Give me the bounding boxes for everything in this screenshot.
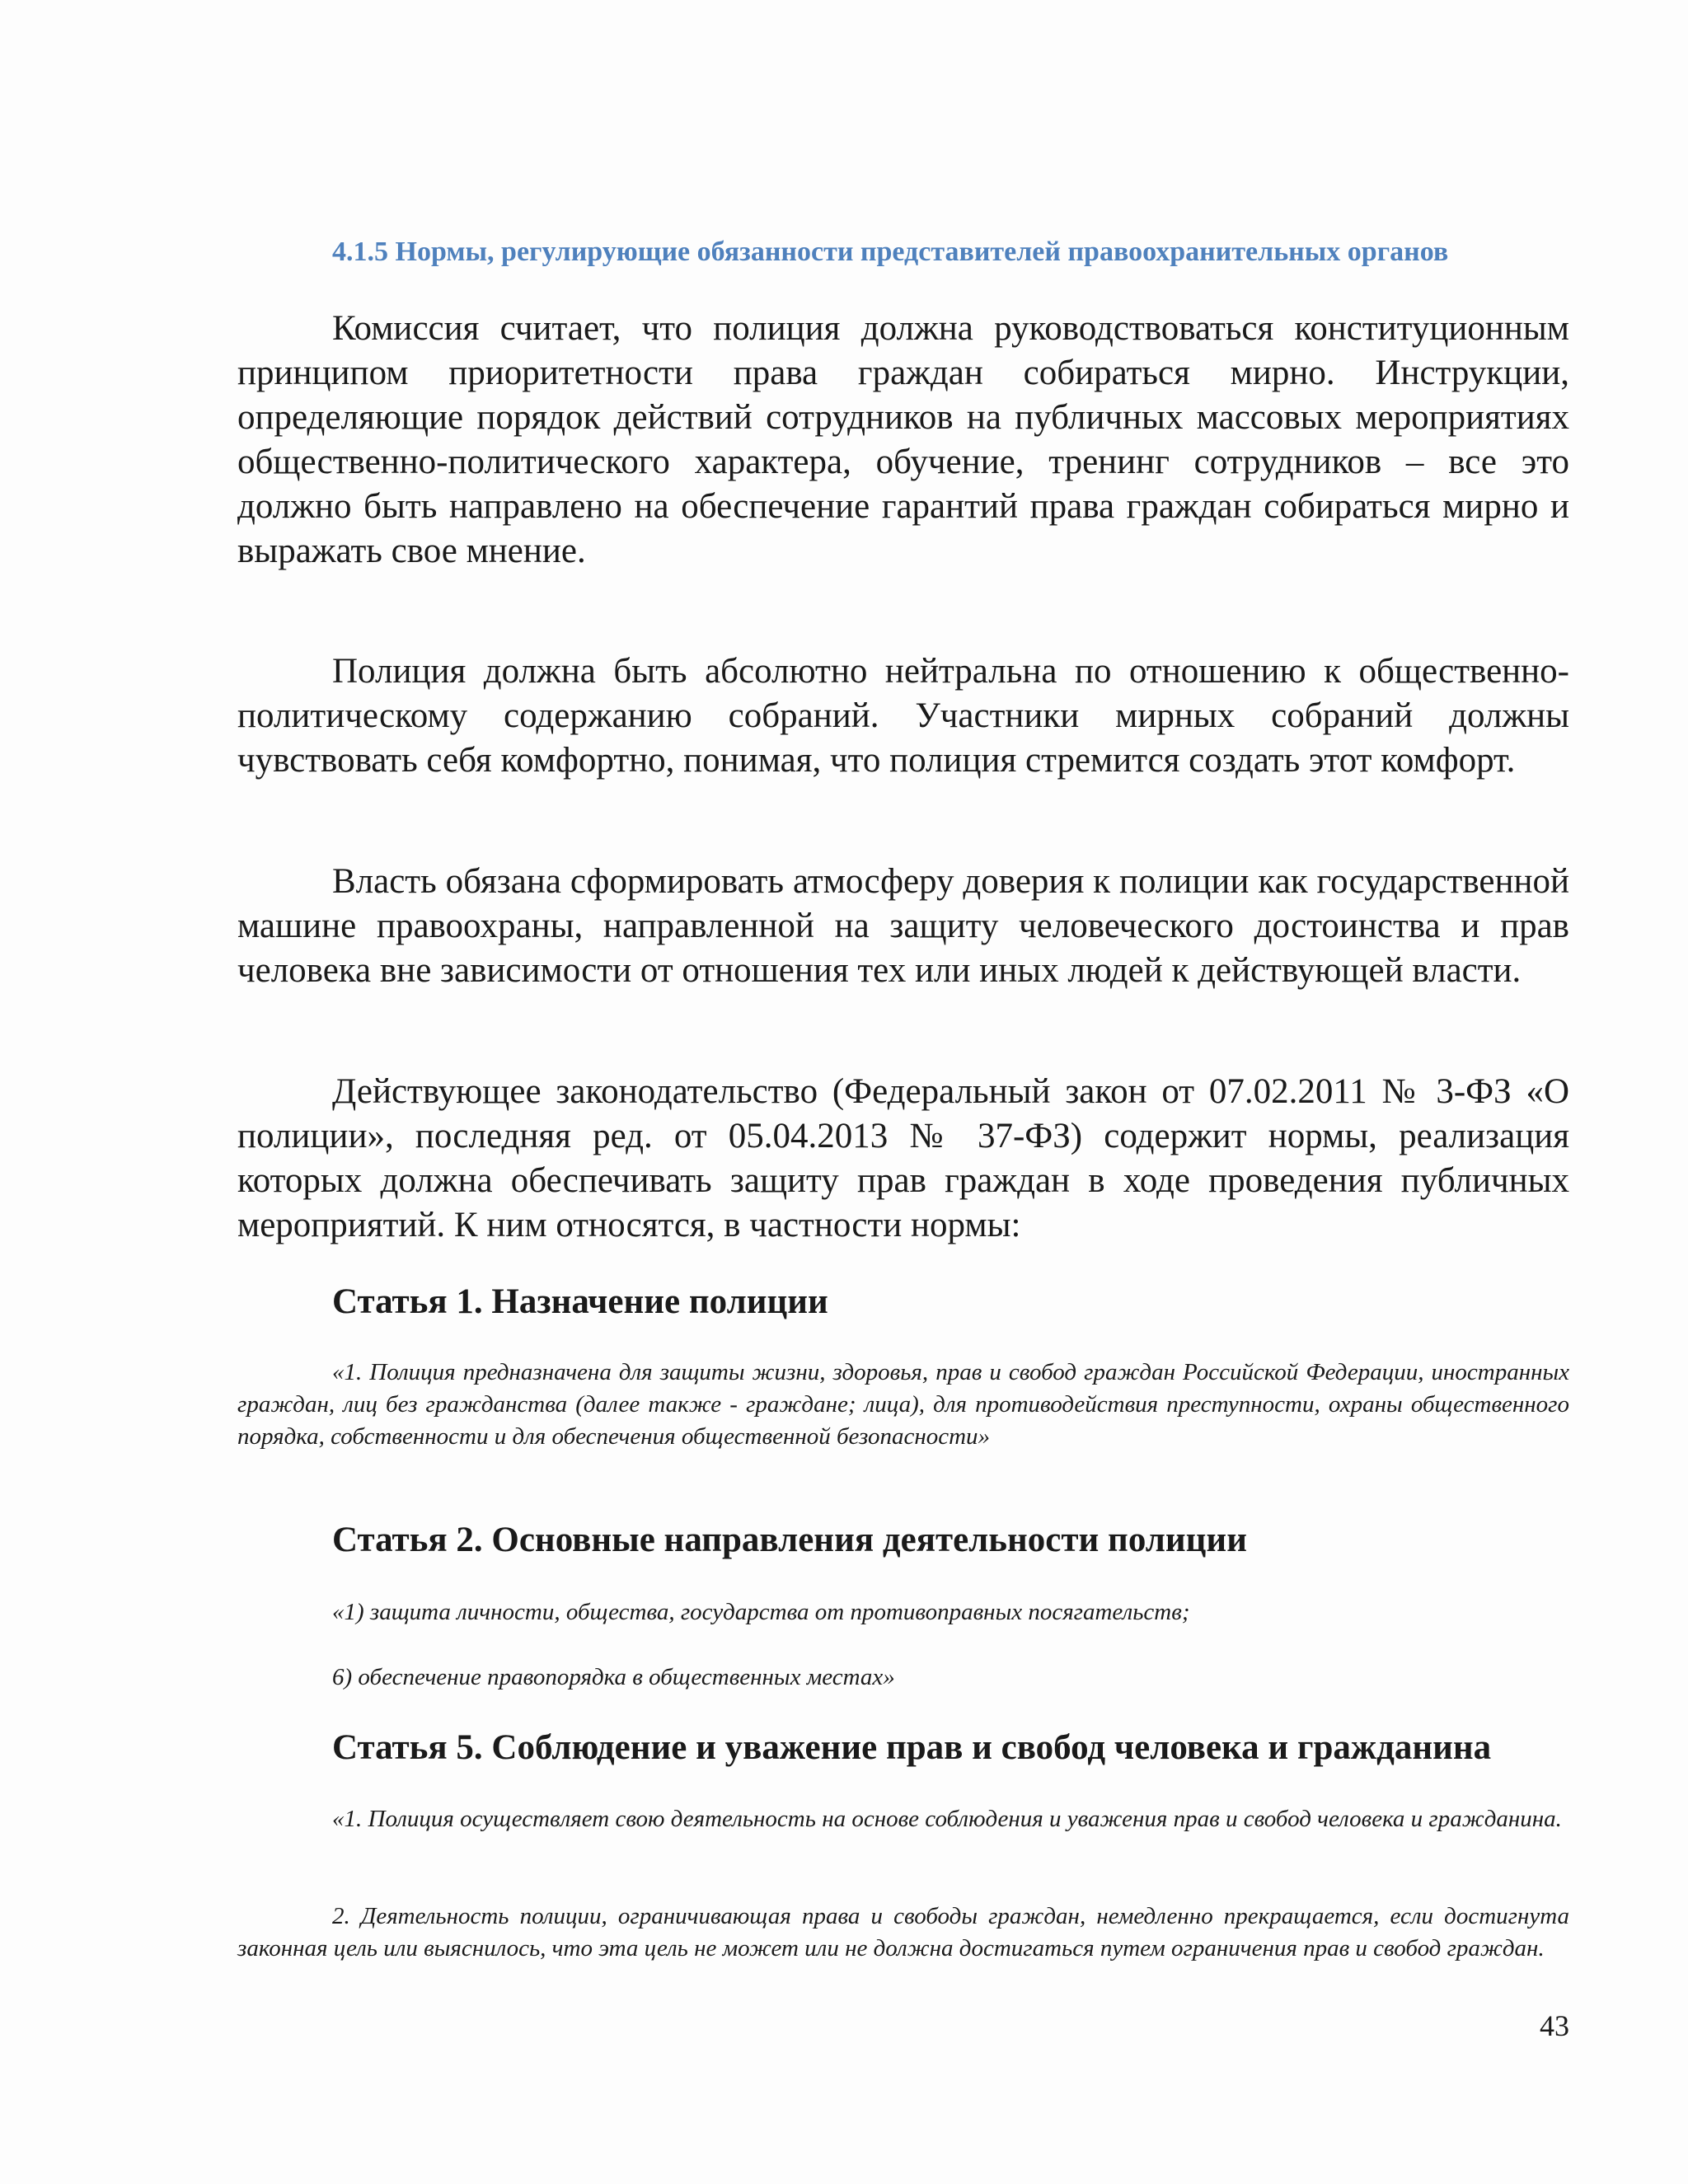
article-quote: «1. Полиция осуществляет свою деятельность на основе соблюдения и уважения прав и свобод человека и гражданина. <box>332 1806 1562 1832</box>
body-paragraph: Власть обязана сформировать атмосферу доверия к полиции как государственной машине правоохраны, направленной на защиту человеческого достоинства и прав человека вне зависимости от отношения тех или иных людей к действующей власти. <box>237 862 1569 990</box>
section-heading: 4.1.5 Нормы, регулирующие обязанности представителей правоохранительных органов <box>332 237 1449 267</box>
page-number: 43 <box>1540 2009 1569 2042</box>
article-quote: «1. Полиция предназначена для защиты жизни, здоровья, прав и свобод граждан Российской Федерации, иностранных граждан, лиц без гражданства (далее также - граждане; лица), для противодействия преступности, охраны общественного порядка, собственности и для обеспечения общественной безопасности» <box>237 1359 1569 1450</box>
body-paragraph: Комиссия считает, что полиция должна руководствоваться конституционным принципом приоритетности права граждан собираться мирно. Инструкции, определяющие порядок действий сотрудников на публичных массовых мероприятиях общественно-политического характера, обучение, тренинг сотрудников – все это должно быть направлено на обеспечение гарантий права граждан собираться мирно и выражать свое мнение. <box>237 309 1569 570</box>
article-quote: 6) обеспечение правопорядка в общественных местах» <box>332 1664 895 1690</box>
article-title: Статья 5. Соблюдение и уважение прав и свобод человека и гражданина <box>332 1728 1492 1767</box>
body-paragraph: Полиция должна быть абсолютно нейтральна по отношению к общественно-политическому содержанию собраний. Участники мирных собраний должны чувствовать себя комфортно, понимая, что полиция стремится создать этот комфорт. <box>237 652 1569 780</box>
body-paragraph: Действующее законодательство (Федеральный закон от 07.02.2011 № 3-ФЗ «О полиции», последняя ред. от 05.04.2013 № 37-ФЗ) содержит нормы, реализация которых должна обеспечивать защиту прав граждан в ходе проведения публичных мероприятий. К ним относятся, в частности нормы: <box>237 1072 1569 1244</box>
article-title: Статья 1. Назначение полиции <box>332 1282 828 1321</box>
article-quote: 2. Деятельность полиции, ограничивающая права и свободы граждан, немедленно прекращается, если достигнута законная цель или выяснилось, что эта цель не может или не должна достигаться путем ограничения прав и свобод граждан. <box>237 1903 1569 1961</box>
article-title: Статья 2. Основные направления деятельности полиции <box>332 1521 1247 1559</box>
article-quote: «1) защита личности, общества, государства от противоправных посягательств; <box>332 1599 1190 1625</box>
